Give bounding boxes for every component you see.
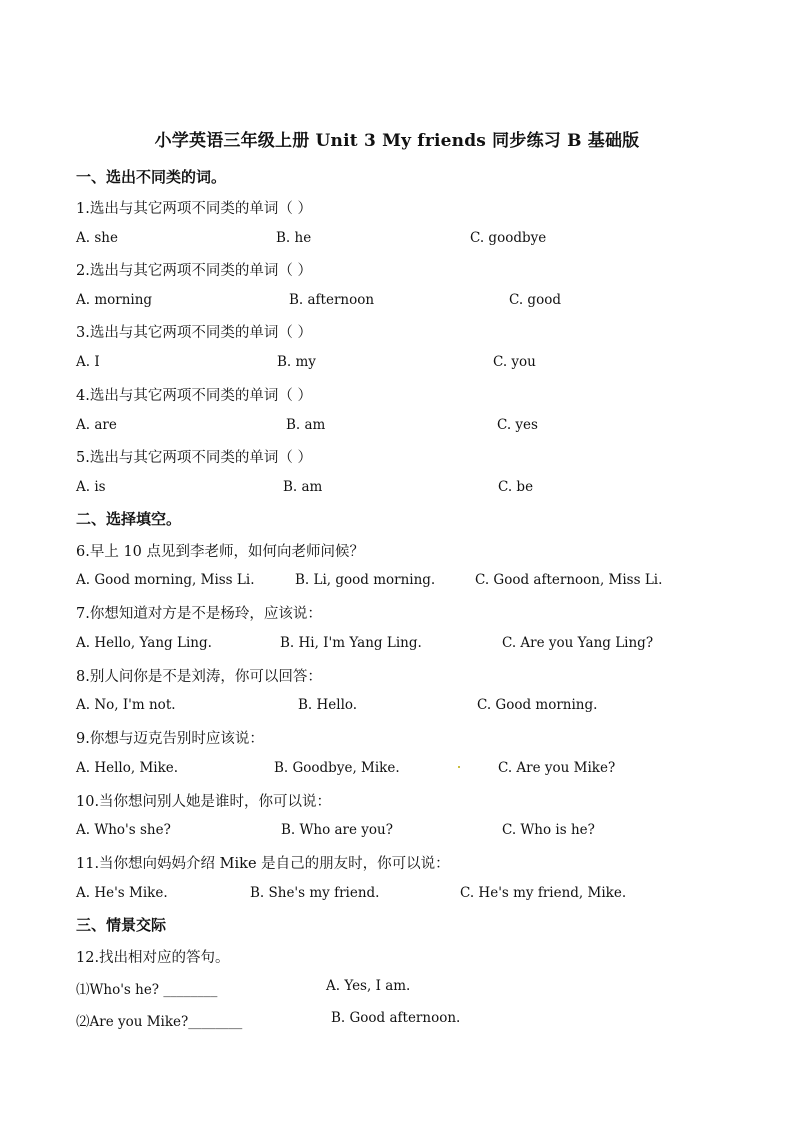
question-7: 7.你想知道对方是不是杨玲，应该说：	[76, 606, 322, 622]
question-6-option-b: B. Li, good morning.	[295, 572, 436, 588]
question-3-option-c: C. you	[493, 354, 536, 370]
match-item-2-answer: B. Good afternoon.	[331, 1010, 461, 1026]
question-2: 2.选出与其它两项不同类的单词（ ）	[76, 263, 312, 279]
question-6: 6.早上 10 点见到李老师，如何向老师问候？	[76, 544, 365, 560]
question-10-option-c: C. Who is he?	[502, 822, 595, 838]
question-1-option-a: A. she	[76, 230, 118, 246]
question-10: 10.当你想问别人她是谁时，你可以说：	[76, 794, 332, 810]
question-8-option-b: B. Hello.	[298, 697, 358, 713]
question-2-option-a: A. morning	[76, 292, 153, 308]
stray-mark	[458, 766, 460, 768]
section-heading-2: 二、选择填空。	[76, 510, 182, 528]
question-9-option-c: C. Are you Mike?	[498, 760, 616, 776]
question-2-option-c: C. good	[509, 292, 561, 308]
question-7-option-c: C. Are you Yang Ling?	[502, 635, 654, 651]
question-5: 5.选出与其它两项不同类的单词（ ）	[76, 450, 312, 466]
question-4-option-a: A. are	[76, 417, 117, 433]
match-item-1-answer: A. Yes, I am.	[326, 978, 411, 994]
question-6-option-a: A. Good morning, Miss Li.	[76, 572, 255, 588]
question-9-option-a: A. Hello, Mike.	[76, 760, 179, 776]
question-1-option-c: C. goodbye	[470, 230, 547, 246]
question-5-option-b: B. am	[283, 479, 323, 495]
question-10-option-a: A. Who's she?	[76, 822, 171, 838]
question-8-option-c: C. Good morning.	[477, 697, 598, 713]
question-3-option-a: A. I	[76, 354, 100, 370]
question-4-option-c: C. yes	[497, 417, 538, 433]
question-11-option-c: C. He's my friend, Mike.	[460, 885, 627, 901]
question-7-option-b: B. Hi, I'm Yang Ling.	[280, 635, 422, 651]
question-3-option-b: B. my	[277, 354, 316, 370]
question-4-option-b: B. am	[286, 417, 326, 433]
page-title: 小学英语三年级上册 Unit 3 My friends 同步练习 B 基础版	[154, 131, 640, 151]
question-11: 11.当你想向妈妈介绍 Mike 是自己的朋友时，你可以说：	[76, 856, 450, 872]
question-12: 12.找出相对应的答句。	[76, 950, 230, 966]
match-item-2-question: ⑵Are you Mike?________	[76, 1014, 243, 1030]
question-1: 1.选出与其它两项不同类的单词（ ）	[76, 201, 312, 217]
question-10-option-b: B. Who are you?	[281, 822, 393, 838]
question-7-option-a: A. Hello, Yang Ling.	[76, 635, 212, 651]
question-6-option-c: C. Good afternoon, Miss Li.	[475, 572, 663, 588]
section-heading-3: 三、情景交际	[76, 916, 167, 934]
question-5-option-a: A. is	[76, 479, 106, 495]
question-8-option-a: A. No, I'm not.	[76, 697, 176, 713]
question-11-option-a: A. He's Mike.	[76, 885, 168, 901]
section-heading-1: 一、选出不同类的词。	[76, 168, 227, 186]
question-8: 8.别人问你是不是刘涛，你可以回答：	[76, 669, 322, 685]
question-9: 9.你想与迈克告别时应该说：	[76, 731, 264, 747]
question-5-option-c: C. be	[498, 479, 534, 495]
question-2-option-b: B. afternoon	[289, 292, 375, 308]
question-9-option-b: B. Goodbye, Mike.	[274, 760, 400, 776]
question-4: 4.选出与其它两项不同类的单词（ ）	[76, 388, 312, 404]
question-11-option-b: B. She's my friend.	[250, 885, 380, 901]
question-3: 3.选出与其它两项不同类的单词（ ）	[76, 325, 312, 341]
match-item-1-question: ⑴Who's he? ________	[76, 982, 218, 998]
question-1-option-b: B. he	[276, 230, 312, 246]
